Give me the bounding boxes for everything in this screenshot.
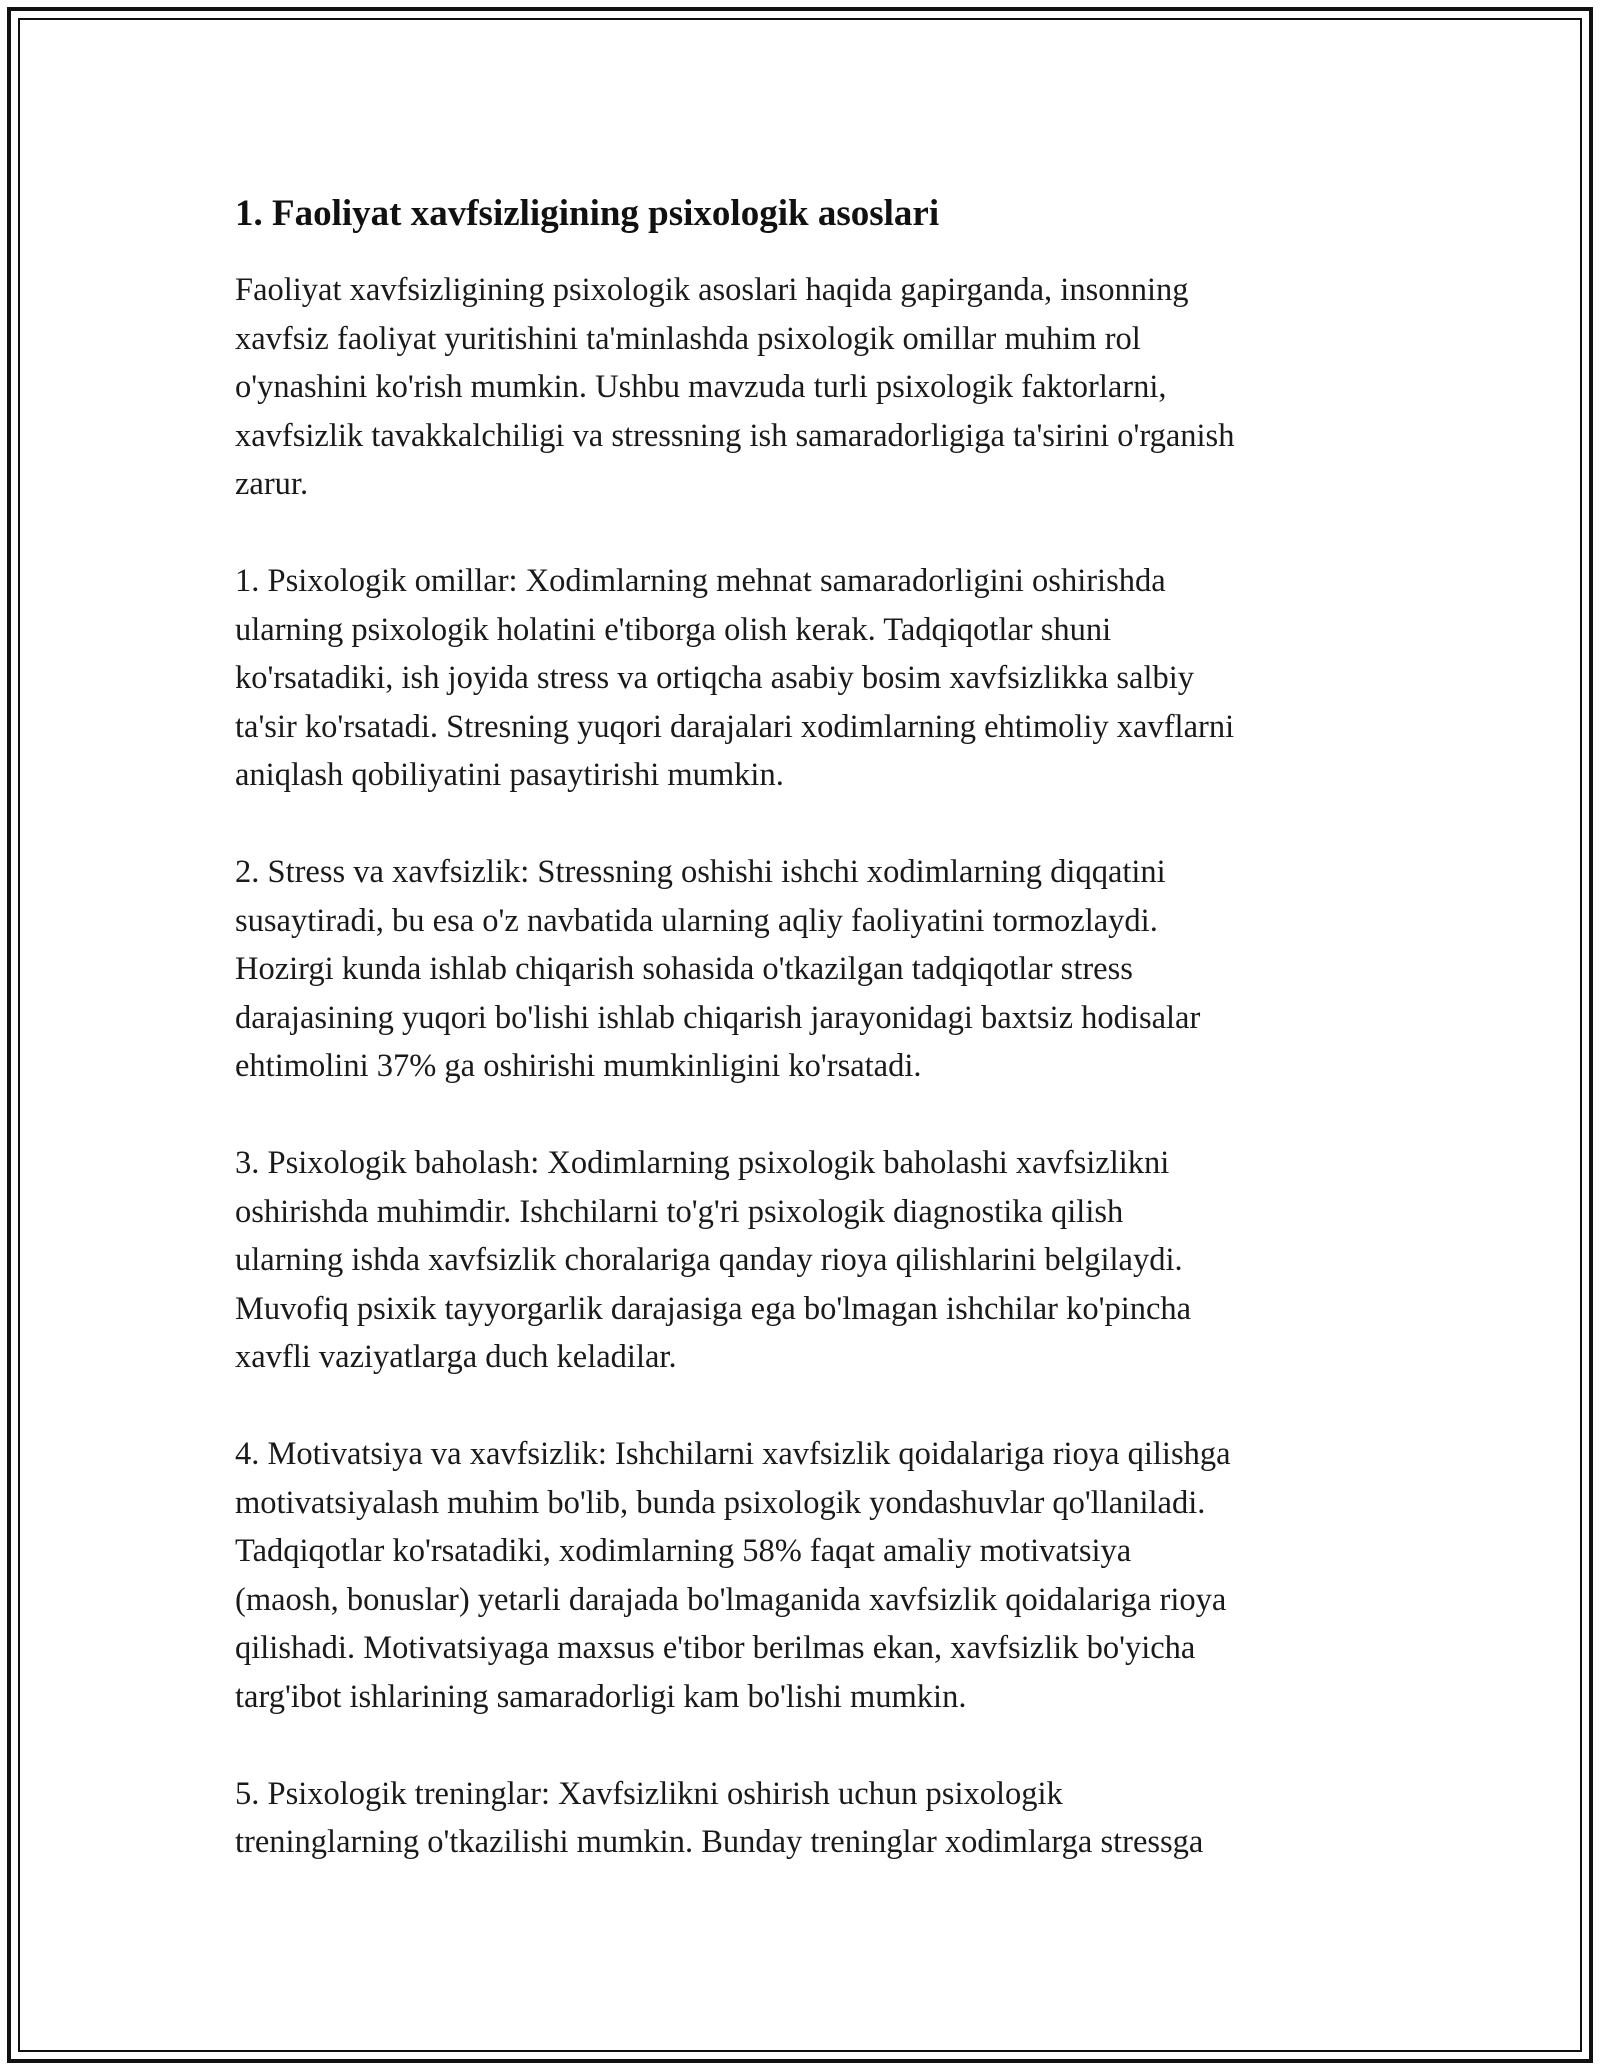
paragraph-psixologik-treninglar: 5. Psixologik treninglar: Xavfsizlikni oshirish uchun psixologik treninglarning o'tkazilishi mumkin. Bunday treninglar xodimlarga stressga — [235, 1775, 1204, 1860]
intro-paragraph: Faoliyat xavfsizligining psixologik asoslari haqida gapirganda, insonning xavfsiz faoliyat yuritishini ta'minlashda psixologik omillar muhim rol o'ynashini ko'rish mumkin. Ushbu mavzuda turli psixologik faktorlarni, xavfsizlik tavakkalchiligi va stressning ish samaradorligiga ta'sirini o'rganish zarur. — [235, 272, 1235, 502]
paragraph-stress-va-xavfsizlik: 2. Stress va xavfsizlik: Stressning oshishi ishchi xodimlarning diqqatini susaytiradi, bu esa o'z navbatida ularning aqliy faoliyatini tormozlaydi. Hozirgi kunda ishlab chiqarish sohasida o'tkazilgan tadqiqotlar stress darajasining yuqori bo'lishi ishlab chiqarish jarayonidagi baxtsiz hodisalar ehtimolini 37% ga oshirishi mumkinligini ko'rsatadi. — [235, 854, 1201, 1084]
paragraph-psixologik-baholash: 3. Psixologik baholash: Xodimlarning psixologik baholashi xavfsizlikni oshirishda muhimdir. Ishchilarni to'g'ri psixologik diagnostika qilish ularning ishda xavfsizlik choralariga qanday rioya qilishlarini belgilaydi. Muvofiq psixik tayyorgarlik darajasiga ega bo'lmagan ishchilar ko'pincha xavfli vaziyatlarga duch keladilar. — [235, 1145, 1192, 1375]
page-title: 1. Faoliyat xavfsizligining psixologik asoslari — [235, 193, 940, 234]
document-body — [235, 188, 1385, 1915]
paragraph-psixologik-omillar: 1. Psixologik omillar: Xodimlarning mehnat samaradorligini oshirishda ularning psixologik holatini e'tiborga olish kerak. Tadqiqotlar shuni ko'rsatadiki, ish joyida stress va ortiqcha asabiy bosim xavfsizlikka salbiy ta'sir ko'rsatadi. Stresning yuqori darajalari xodimlarning ehtimoliy xavflarni aniqlash qobiliyatini pasaytirishi mumkin. — [235, 563, 1235, 793]
paragraph-motivatsiya-va-xavfsizlik: 4. Motivatsiya va xavfsizlik: Ishchilarni xavfsizlik qoidalariga rioya qilishga motivatsiyalash muhim bo'lib, bunda psixologik yondashuvlar qo'llaniladi. Tadqiqotlar ko'rsatadiki, xodimlarning 58% faqat amaliy motivatsiya (maosh, bonuslar) yetarli darajada bo'lmaganida xavfsizlik qoidalariga rioya qilishadi. Motivatsiyaga maxsus e'tibor berilmas ekan, xavfsizlik bo'yicha targ'ibot ishlarining samaradorligi kam bo'lishi mumkin. — [235, 1436, 1231, 1715]
